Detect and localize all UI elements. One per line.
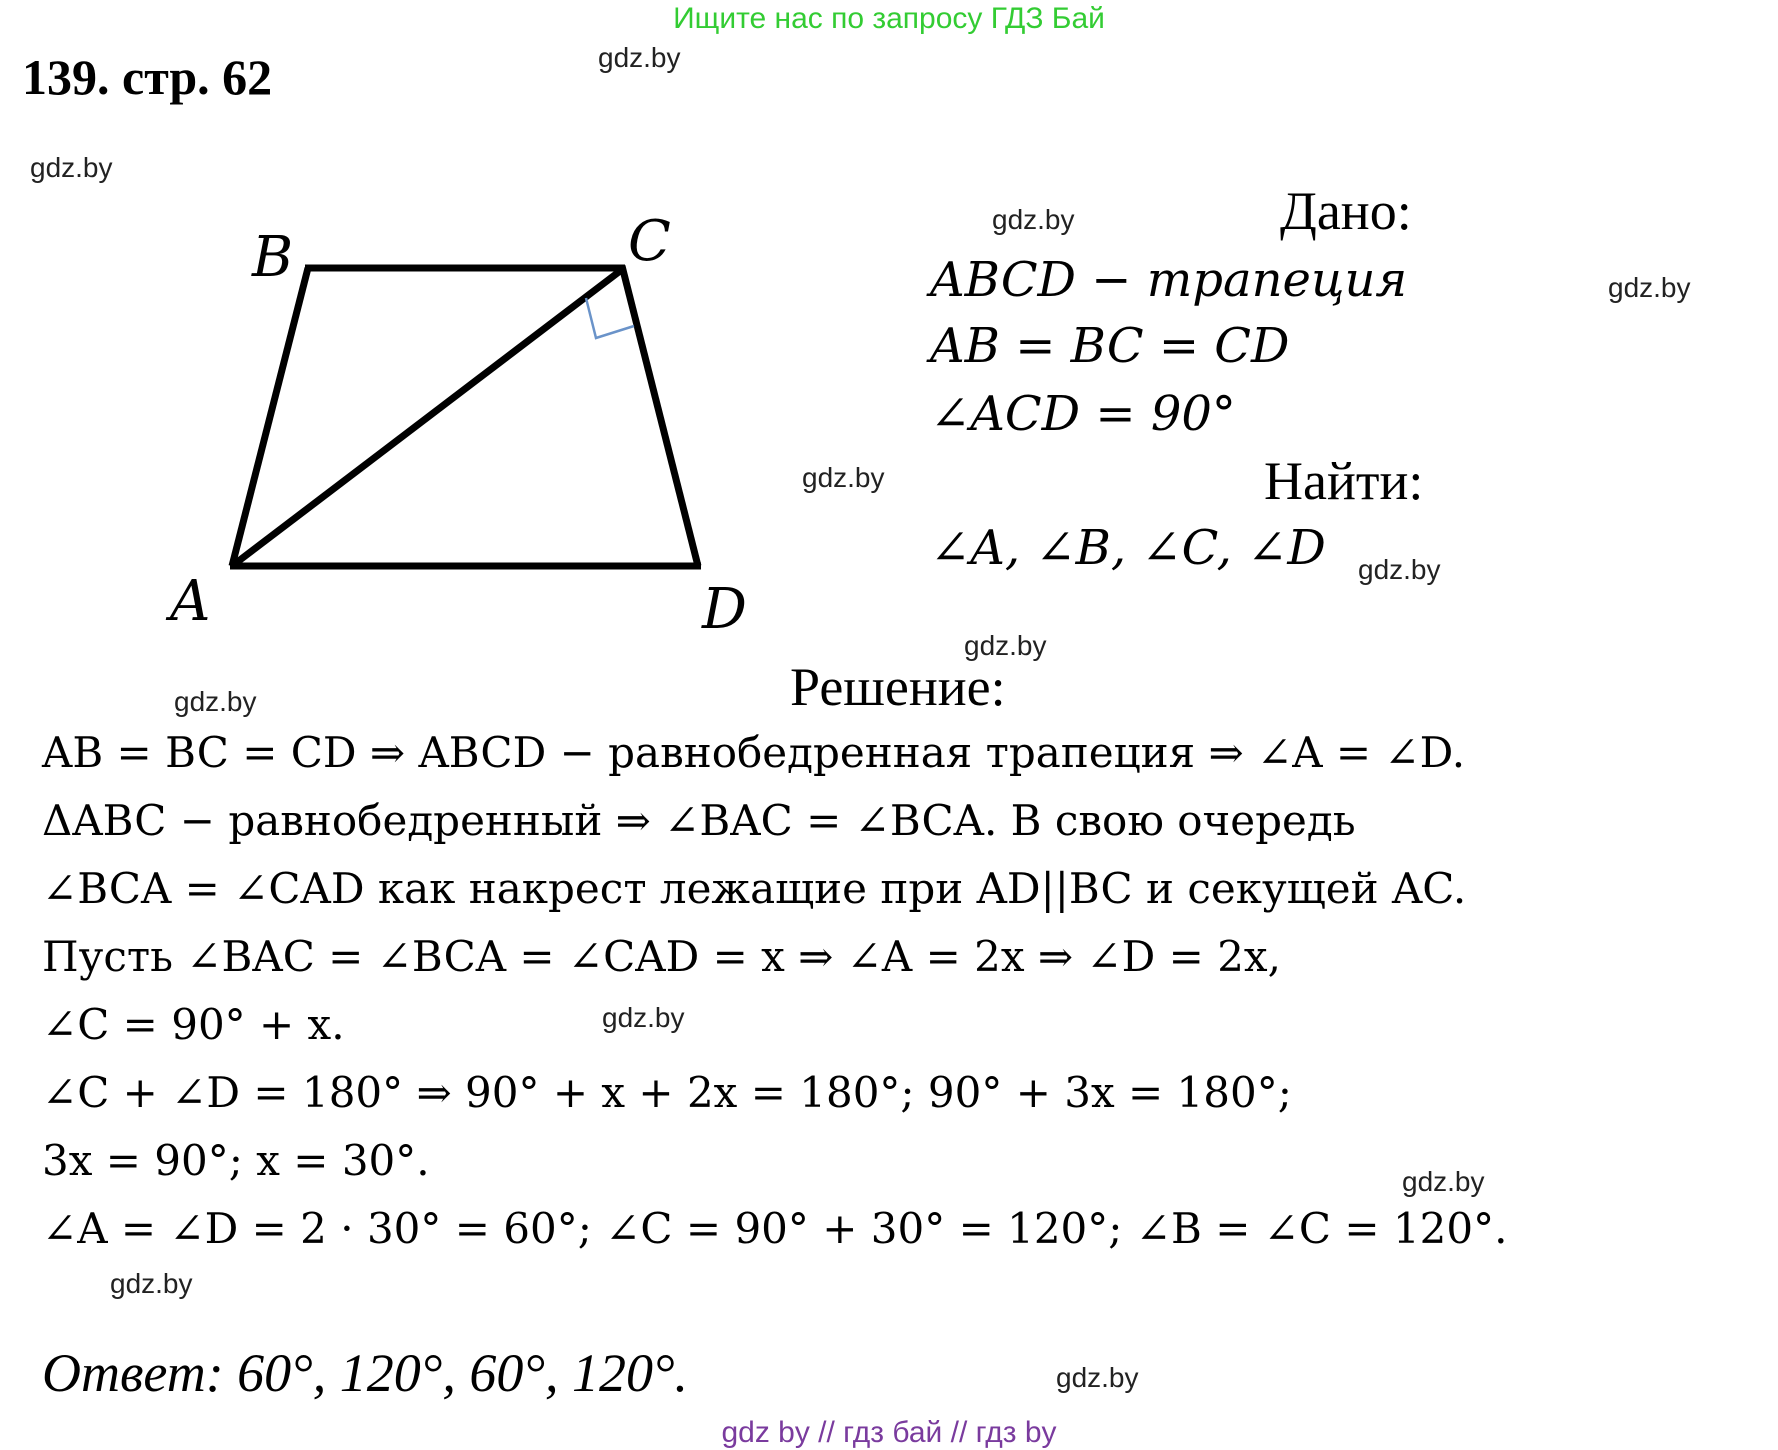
- watermark: gdz.by: [1358, 554, 1441, 585]
- watermark: gdz.by: [1056, 1362, 1139, 1393]
- solution-line: Пусть ∠BAC = ∠BCA = ∠CAD = x ⇒ ∠A = 2x ⇒ ∠D = 2x,: [42, 932, 1281, 981]
- side-ab: [232, 268, 308, 566]
- solution-heading: Решение:: [790, 657, 1006, 717]
- given-heading: Дано:: [1280, 181, 1412, 241]
- find-line: ∠A, ∠B, ∠C, ∠D: [930, 520, 1326, 576]
- solution-line: ΔABC − равнобедренный ⇒ ∠BAC = ∠BCA. В свою очередь: [42, 796, 1356, 845]
- given-line: ABCD − трапеция: [930, 252, 1408, 308]
- watermark: gdz.by: [1608, 272, 1691, 303]
- side-cd: [622, 266, 698, 566]
- watermark: gdz.by: [1402, 1166, 1485, 1197]
- watermark: gdz.by: [802, 462, 885, 493]
- solution-line: ∠C + ∠D = 180° ⇒ 90° + x + 2x = 180°; 90° + 3x = 180°;: [42, 1068, 1292, 1117]
- answer: Ответ: 60°, 120°, 60°, 120°.: [42, 1343, 689, 1403]
- footer-links: gdz by // гдз бай // гдз by: [721, 1416, 1057, 1449]
- given-line: ∠ACD = 90°: [930, 386, 1236, 442]
- watermark: gdz.by: [964, 630, 1047, 661]
- watermark: gdz.by: [110, 1268, 193, 1299]
- vertex-label-b: B: [252, 225, 294, 290]
- watermark: gdz.by: [598, 42, 681, 73]
- vertex-label-d: D: [702, 577, 747, 640]
- diagonal-ac: [232, 268, 624, 566]
- given-line: AB = BC = CD: [930, 318, 1290, 374]
- page-title: 139. стр. 62: [22, 49, 273, 105]
- watermark: gdz.by: [174, 686, 257, 717]
- watermark: gdz.by: [30, 152, 113, 183]
- solution-line: ∠A = ∠D = 2 · 30° = 60°; ∠C = 90° + 30° = 120°; ∠B = ∠C = 120°.: [42, 1204, 1508, 1253]
- trapezoid-figure: [150, 200, 790, 640]
- solution-line: 3x = 90°; x = 30°.: [42, 1136, 430, 1185]
- solution-line: ∠C = 90° + x.: [42, 1000, 345, 1049]
- top-banner: Ищите нас по запросу ГДЗ Бай: [673, 2, 1105, 35]
- find-heading: Найти:: [1264, 451, 1424, 511]
- solution-line: ∠BCA = ∠CAD как накрест лежащие при AD||BC и секущей AC.: [42, 864, 1467, 913]
- right-angle-mark: [586, 298, 634, 338]
- vertex-label-a: A: [170, 569, 211, 634]
- watermark: gdz.by: [992, 204, 1075, 235]
- vertex-label-c: C: [628, 209, 671, 274]
- solution-line: AB = BC = CD ⇒ ABCD − равнобедренная трапеция ⇒ ∠A = ∠D.: [42, 728, 1466, 777]
- watermark: gdz.by: [602, 1002, 685, 1033]
